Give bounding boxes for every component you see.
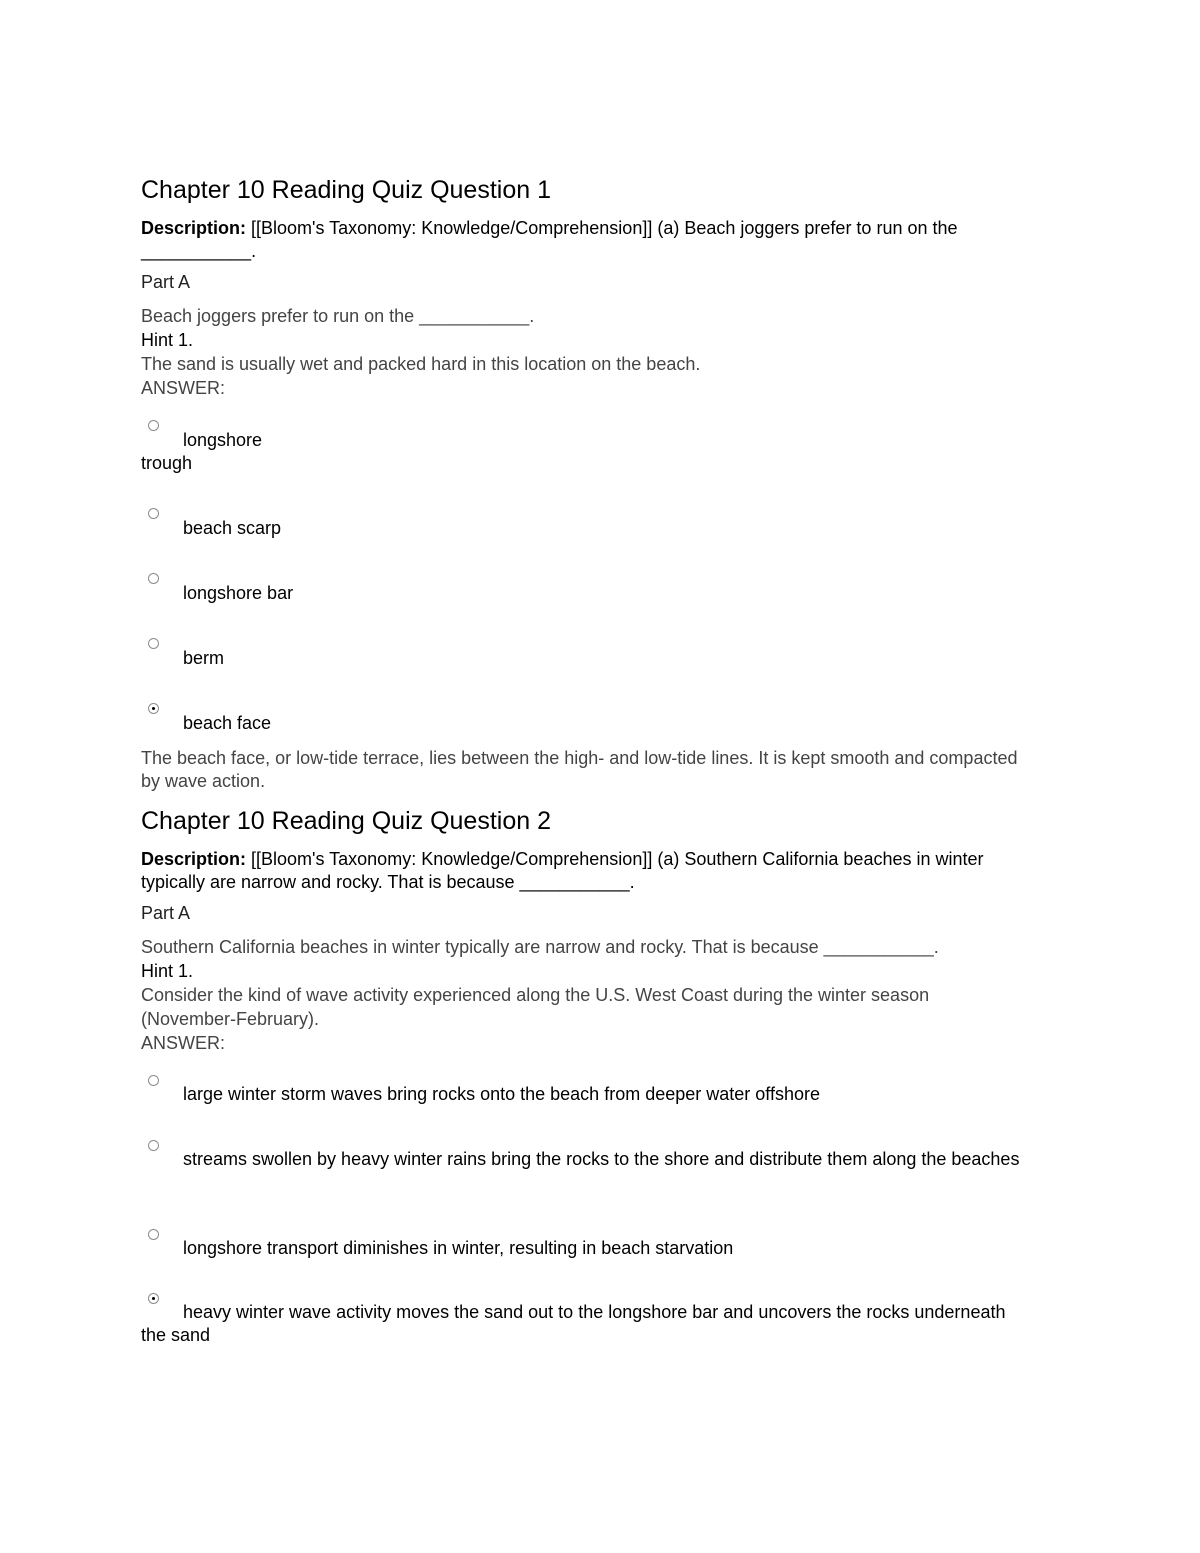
answer-option[interactable]	[141, 509, 741, 540]
answer-option[interactable]	[141, 421, 281, 475]
radio-button-selected-icon[interactable]	[148, 1293, 159, 1304]
option-label: beach face	[183, 713, 272, 733]
question-title: Chapter 10 Reading Quiz Question 1	[141, 176, 551, 204]
answer-option[interactable]	[141, 639, 741, 670]
answer-option[interactable]	[141, 1139, 1021, 1171]
description-text: [[Bloom's Taxonomy: Knowledge/Comprehension]] (a) Southern California beaches in winter typically are narrow and rocky. That is because ___________.	[141, 849, 984, 892]
hint-text: Consider the kind of wave activity experienced along the U.S. West Coast during the winter season (November-February).	[141, 985, 930, 1029]
question-2	[141, 806, 1041, 1345]
hint-label: Hint 1.	[141, 330, 194, 350]
part-label: Part A	[141, 272, 191, 292]
answer-option[interactable]	[141, 1292, 1021, 1347]
question-prompt: Southern California beaches in winter typically are narrow and rocky. That is because ___________.	[141, 937, 939, 957]
radio-button-selected-icon[interactable]	[148, 703, 159, 714]
description-label: Description:	[141, 849, 247, 869]
question-1	[141, 175, 1041, 791]
radio-button-icon[interactable]	[148, 1075, 159, 1086]
hint-label: Hint 1.	[141, 961, 194, 981]
radio-button-icon[interactable]	[148, 508, 159, 519]
radio-button-icon[interactable]	[148, 638, 159, 649]
radio-button-icon[interactable]	[148, 1140, 159, 1151]
option-label: longshore transport diminishes in winter, resulting in beach starvation	[183, 1238, 734, 1258]
option-label: longshore trough	[141, 430, 263, 473]
answer-option[interactable]	[141, 704, 741, 735]
description-label: Description:	[141, 218, 247, 238]
question-title: Chapter 10 Reading Quiz Question 2	[141, 807, 551, 835]
question-description	[141, 848, 1021, 894]
answer-label: ANSWER:	[141, 1033, 226, 1053]
question-description	[141, 217, 1039, 263]
radio-button-icon[interactable]	[148, 420, 159, 431]
part-label: Part A	[141, 903, 191, 923]
hint-text: The sand is usually wet and packed hard in this location on the beach.	[141, 354, 701, 374]
radio-button-icon[interactable]	[148, 1229, 159, 1240]
radio-button-icon[interactable]	[148, 573, 159, 584]
question-prompt: Beach joggers prefer to run on the ___________.	[141, 306, 535, 326]
answer-feedback: The beach face, or low-tide terrace, lies between the high- and low-tide lines. It is kept smooth and compacted by wave action.	[141, 748, 1018, 791]
answer-option[interactable]	[141, 574, 741, 605]
option-label: beach scarp	[183, 518, 282, 538]
option-label: heavy winter wave activity moves the sand out to the longshore bar and uncovers the rocks underneath the sand	[141, 1302, 1006, 1345]
option-label: streams swollen by heavy winter rains bring the rocks to the shore and distribute them along the beaches	[183, 1149, 1020, 1169]
option-label: berm	[183, 648, 225, 668]
description-text: [[Bloom's Taxonomy: Knowledge/Comprehension]] (a) Beach joggers prefer to run on the ___________.	[141, 218, 958, 261]
answer-option[interactable]	[141, 1074, 1021, 1106]
answer-option[interactable]	[141, 1228, 1021, 1260]
answer-label: ANSWER:	[141, 378, 226, 398]
option-label: longshore bar	[183, 583, 294, 603]
option-label: large winter storm waves bring rocks onto the beach from deeper water offshore	[183, 1084, 820, 1104]
